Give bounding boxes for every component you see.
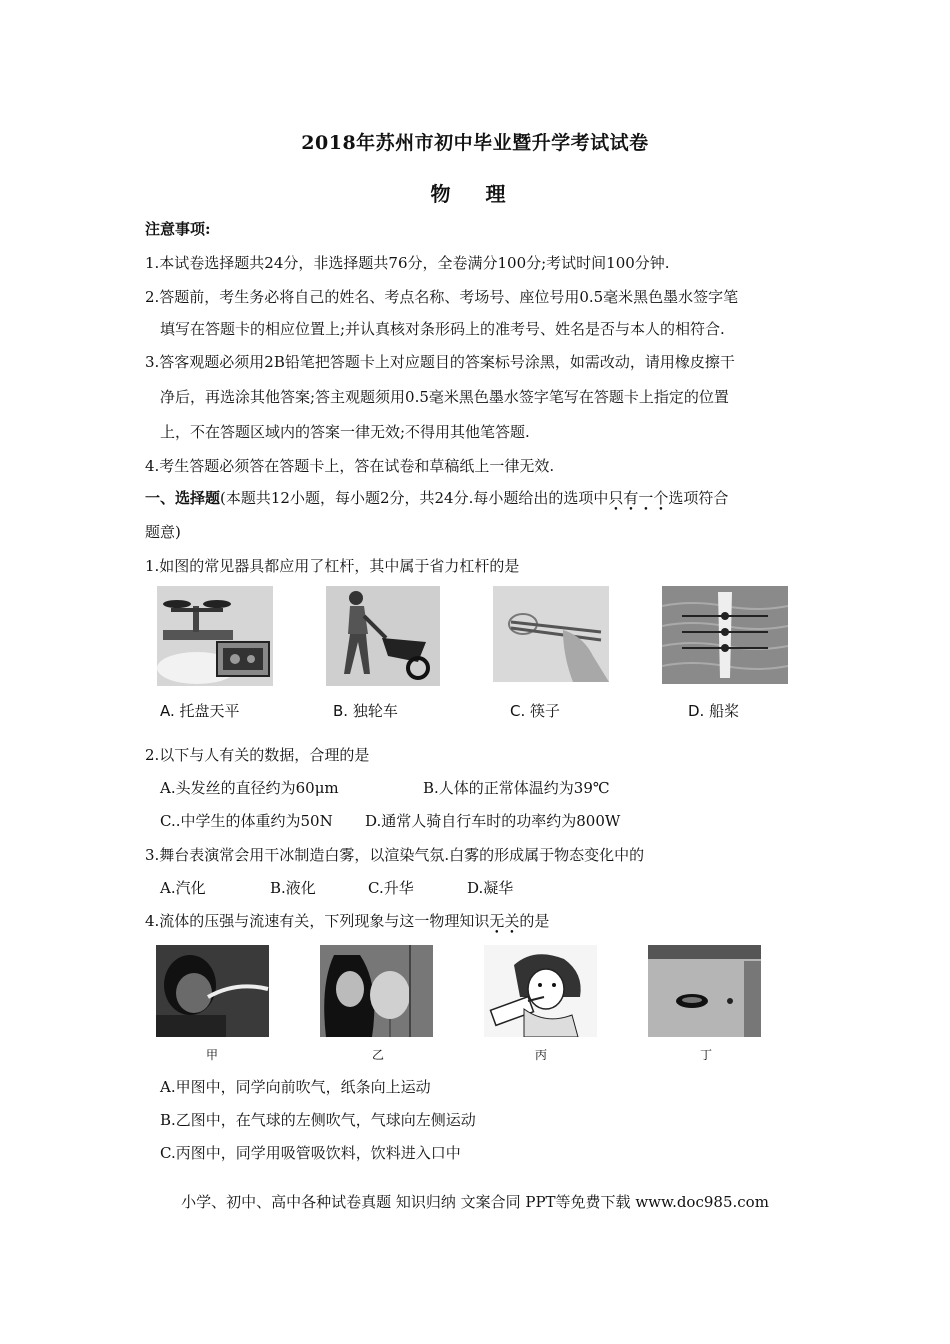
- q4-caption-ding: 丁: [700, 1048, 713, 1062]
- wheelbarrow-image: [326, 586, 440, 686]
- page-footer: 小学、初中、高中各种试卷真题 知识归纳 文案合同 PPT等免费下载 www.doc985.com: [181, 1193, 769, 1211]
- emphasis-char: 只: [608, 489, 624, 507]
- q3-option-b: B.液化: [270, 879, 316, 897]
- q4-option-b: B.乙图中，在气球的左侧吹气，气球向左侧运动: [160, 1111, 476, 1129]
- emphasis-char: 无: [489, 912, 505, 930]
- q4-stem-text: 4.流体的压强与流速有关，下列现象与这一物理知识: [145, 912, 490, 930]
- q3-option-d: D.凝华: [467, 879, 514, 897]
- balloon-image: [320, 945, 433, 1037]
- q1-option-c: C. 筷子: [510, 702, 561, 720]
- rowing-boat-image: [662, 586, 788, 684]
- question-3-stem: 3.舞台表演常会用干冰制造白雾，以渲染气氛.白雾的形成属于物态变化中的: [145, 846, 645, 864]
- question-1-stem: 1.如图的常见器具都应用了杠杆，其中属于省力杠杆的是: [145, 557, 520, 575]
- note-item: 净后，再选涂其他答案;答主观题须用0.5毫米黑色墨水签字笔写在答题卡上指定的位置: [160, 388, 729, 406]
- note-item: 3.答客观题必须用2B铅笔把答题卡上对应题目的答案标号涂黑，如需改动，请用橡皮擦干: [145, 353, 735, 371]
- q4-stem-tail: 的是: [519, 912, 550, 930]
- notes-heading: 注意事项:: [145, 220, 211, 238]
- q4-option-c: C.丙图中，同学用吸管吸饮料，饮料进入口中: [160, 1144, 461, 1162]
- exam-title: 2018年苏州市初中毕业暨升学考试试卷: [301, 132, 649, 154]
- section-desc: (本题共12小题，每小题2分，共24分.每小题给出的选项中: [220, 489, 609, 507]
- q1-option-a: A. 托盘天平: [160, 702, 240, 720]
- q2-option-b: B.人体的正常体温约为39℃: [423, 779, 610, 797]
- note-item: 填写在答题卡的相应位置上;并认真核对条形码上的准考号、姓名是否与本人的相符合.: [160, 320, 725, 338]
- q4-caption-jia: 甲: [206, 1048, 219, 1062]
- note-item: 上，不在答题区域内的答案一律无效;不得用其他笔答题.: [160, 423, 530, 441]
- drinking-straw-image: [484, 945, 597, 1037]
- emphasis-char: 个: [653, 489, 669, 507]
- note-item: 1.本试卷选择题共24分，非选择题共76分，全卷满分100分;考试时间100分钟.: [145, 254, 670, 272]
- question-4-stem: [145, 911, 549, 931]
- blowing-paper-image: [156, 945, 269, 1037]
- section-desc-tail: 选项符合: [668, 489, 729, 507]
- q4-caption-bing: 丙: [535, 1048, 548, 1062]
- subject-title: 物 理: [430, 182, 520, 206]
- section-label: 一、选择题: [145, 489, 221, 507]
- q2-option-c: C..中学生的体重约为50N: [160, 812, 333, 830]
- q3-option-c: C.升华: [368, 879, 414, 897]
- q4-caption-yi: 乙: [372, 1048, 385, 1062]
- q2-option-d: D.通常人骑自行车时的功率约为800W: [365, 812, 621, 830]
- question-2-stem: 2.以下与人有关的数据，合理的是: [145, 746, 370, 764]
- balance-scale-image: [157, 586, 273, 686]
- section-desc-line2: 题意): [145, 523, 181, 541]
- note-item: 4.考生答题必须答在答题卡上，答在试卷和草稿纸上一律无效.: [145, 457, 555, 475]
- q4-option-a: A.甲图中，同学向前吹气，纸条向上运动: [160, 1078, 431, 1096]
- emphasis-char: 有: [623, 489, 639, 507]
- emphasis-char: 关: [504, 912, 520, 930]
- note-item: 2.答题前，考生务必将自己的姓名、考点名称、考场号、座位号用0.5毫米黑色墨水签字笔: [145, 288, 739, 306]
- q1-option-b: B. 独轮车: [333, 702, 398, 720]
- q2-option-a: A.头发丝的直径约为60μm: [160, 779, 339, 797]
- q1-option-d: D. 船桨: [688, 702, 740, 720]
- chopsticks-image: [493, 586, 609, 682]
- emphasis-char: 一: [638, 489, 654, 507]
- q3-option-a: A.汽化: [160, 879, 206, 897]
- coin-dish-image: [648, 945, 761, 1037]
- section-heading: [145, 488, 728, 508]
